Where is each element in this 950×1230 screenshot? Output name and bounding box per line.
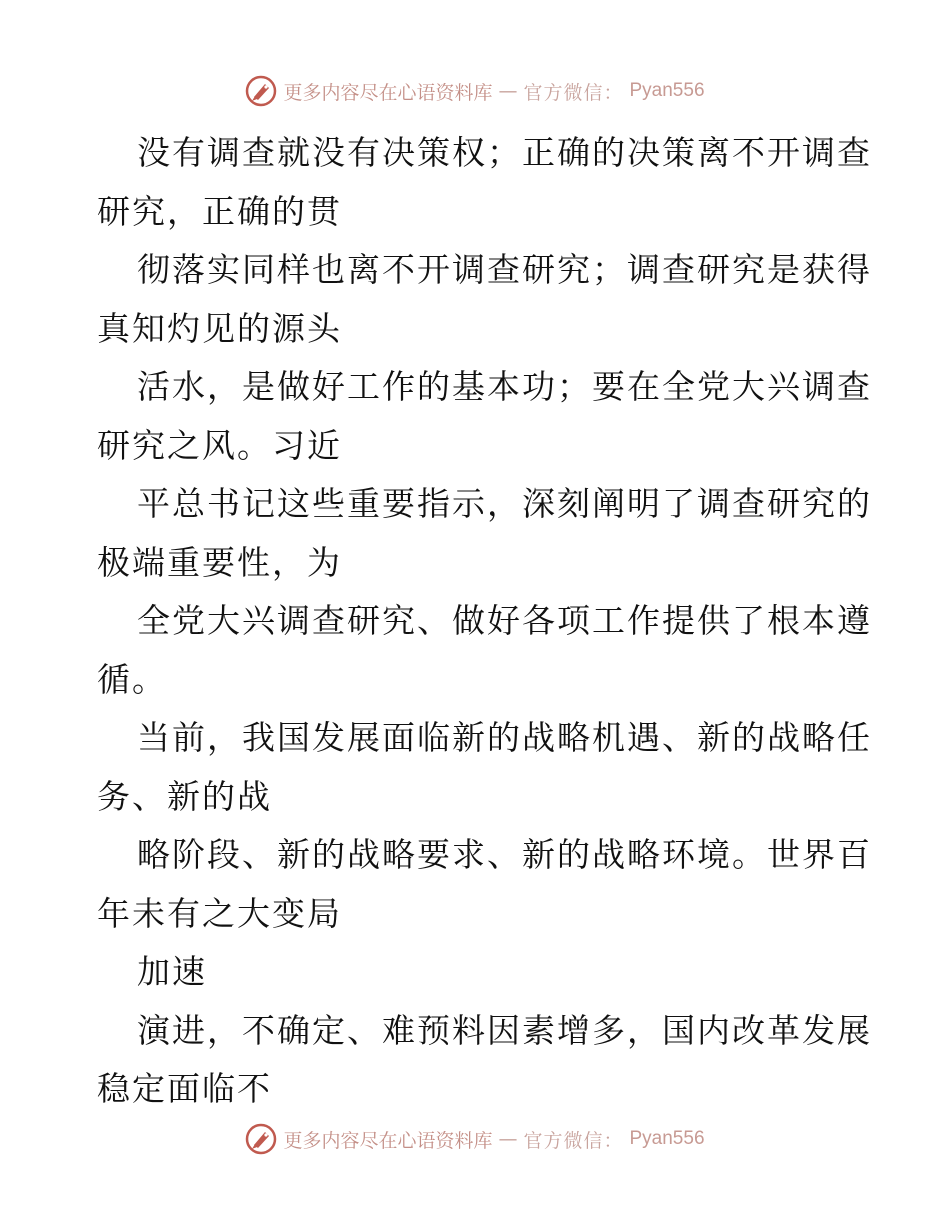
paragraph-line: 全党大兴调查研究、做好各项工作提供了根本遵 xyxy=(137,601,872,640)
paragraph xyxy=(97,475,872,592)
banner-wechat-label: 官方微信： xyxy=(523,81,624,104)
paragraph-line: 极端重要性，为 xyxy=(97,542,342,582)
banner-separator: — xyxy=(498,80,518,102)
paragraph xyxy=(97,1002,872,1119)
footer-banner xyxy=(0,1119,950,1159)
banner-main-text: 更多内容尽在心语资料库 xyxy=(283,1129,493,1152)
paragraph-line: 务、新的战 xyxy=(97,776,272,816)
banner-wechat-label: 官方微信： xyxy=(523,1129,624,1152)
paragraph-line: 真知灼见的源头 xyxy=(97,308,342,348)
paragraph-line: 年未有之大变局 xyxy=(97,893,342,933)
banner-wechat-id: Pyan556 xyxy=(629,80,705,101)
paragraph-line: 研究之风。习近 xyxy=(97,425,342,465)
banner-separator: — xyxy=(498,1128,518,1150)
pen-nib-logo-icon xyxy=(245,75,277,107)
paragraph xyxy=(97,826,872,943)
paragraph-line: 循。 xyxy=(97,659,167,699)
paragraph xyxy=(97,943,857,1002)
paragraph xyxy=(97,241,872,358)
paragraph xyxy=(97,358,872,475)
paragraph-line: 演进，不确定、难预料因素增多，国内改革发展 xyxy=(137,1010,872,1050)
paragraph-line: 略阶段、新的战略要求、新的战略环境。世界百 xyxy=(137,835,872,874)
paragraph-line: 研究，正确的贯 xyxy=(97,191,342,231)
paragraph-line: 活水，是做好工作的基本功；要在全党大兴调查 xyxy=(137,367,872,406)
paragraph-line: 当前，我国发展面临新的战略机遇、新的战略任 xyxy=(137,718,872,757)
banner-main-text: 更多内容尽在心语资料库 xyxy=(283,81,493,104)
paragraph xyxy=(97,124,872,241)
paragraph-line: 没有调查就没有决策权；正确的决策离不开调查 xyxy=(137,133,872,172)
paragraph-line: 加速 xyxy=(137,952,207,991)
paragraph xyxy=(97,709,872,826)
pen-nib-logo-icon xyxy=(245,1123,277,1155)
paragraph-line: 平总书记这些重要指示，深刻阐明了调查研究的 xyxy=(137,484,872,523)
banner-wechat-id: Pyan556 xyxy=(629,1128,705,1149)
paragraph xyxy=(97,592,872,709)
paragraph-line: 稳定面临不 xyxy=(97,1069,272,1108)
document-body xyxy=(97,124,872,1119)
header-banner xyxy=(0,71,950,111)
paragraph-line: 彻落实同样也离不开调查研究；调查研究是获得 xyxy=(137,250,872,289)
